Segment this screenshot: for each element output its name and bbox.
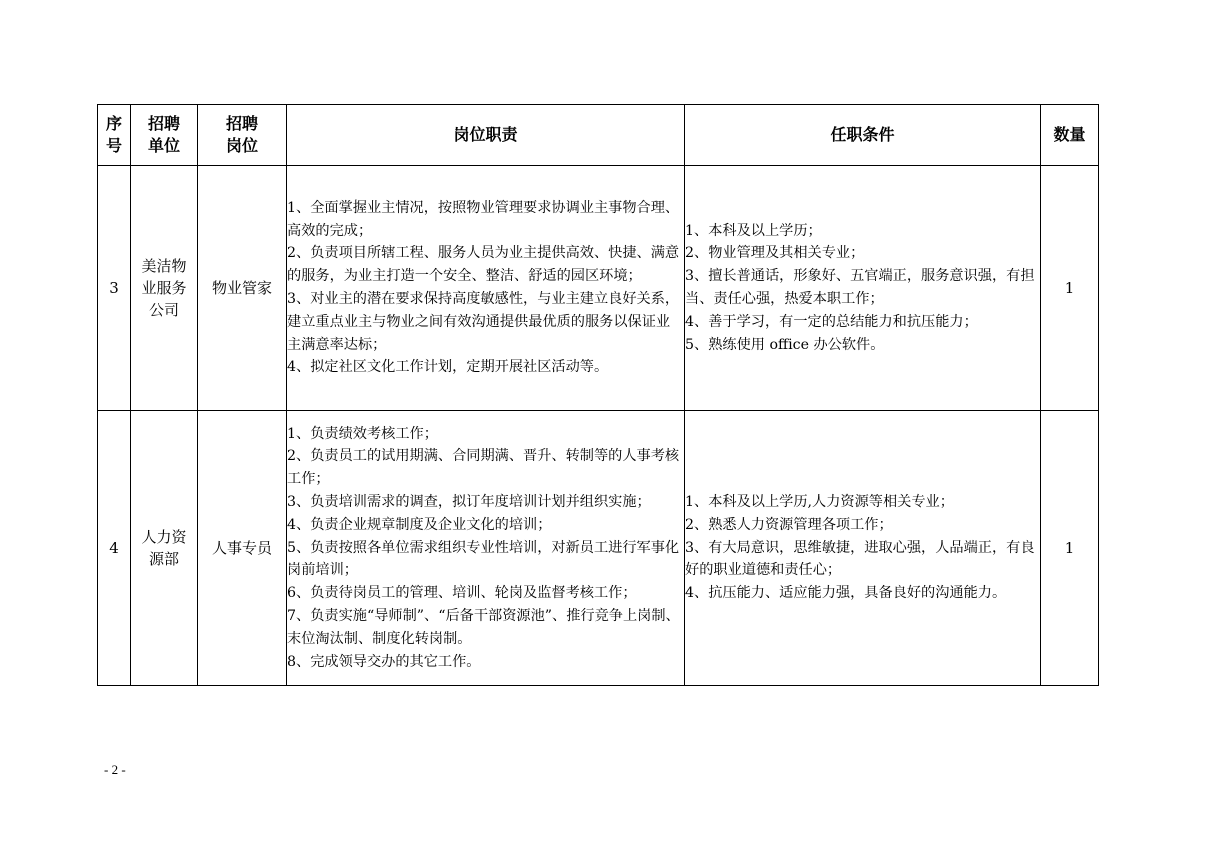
recruitment-table bbox=[97, 104, 1099, 686]
requirement-item: 5、熟练使用 office 办公软件。 bbox=[685, 336, 885, 353]
requirement-item: 2、物业管理及其相关专业； bbox=[685, 245, 865, 262]
table-row bbox=[98, 166, 1099, 411]
duty-item: 1、全面掌握业主情况，按照物业管理要求协调业主事物合理、高效的完成； bbox=[287, 199, 680, 239]
row-count: 1 bbox=[1041, 411, 1099, 686]
duty-item: 1、负责绩效考核工作； bbox=[287, 425, 438, 442]
row-position: 物业管家 bbox=[198, 166, 287, 411]
duty-item: 4、负责企业规章制度及企业文化的培训； bbox=[287, 516, 552, 533]
header-duties: 岗位职责 bbox=[287, 105, 685, 166]
row-requirements bbox=[685, 166, 1041, 411]
page-number: - 2 - bbox=[104, 762, 126, 777]
duty-item: 2、负责员工的试用期满、合同期满、晋升、转制等的人事考核工作； bbox=[287, 448, 680, 488]
row-position: 人事专员 bbox=[198, 411, 287, 686]
row-unit: 美洁物 业服务 公司 bbox=[131, 166, 198, 411]
header-unit: 招聘 单位 bbox=[131, 105, 198, 166]
row-count: 1 bbox=[1041, 166, 1099, 411]
duty-item: 4、拟定社区文化工作计划，定期开展社区活动等。 bbox=[287, 359, 609, 376]
requirement-item: 4、抗压能力、适应能力强，具备良好的沟通能力。 bbox=[685, 585, 1007, 602]
duty-item: 8、完成领导交办的其它工作。 bbox=[287, 653, 481, 670]
row-duties bbox=[287, 411, 685, 686]
header-count: 数量 bbox=[1041, 105, 1099, 166]
requirement-item: 2、熟悉人力资源管理各项工作； bbox=[685, 516, 893, 533]
header-position: 招聘 岗位 bbox=[198, 105, 287, 166]
duty-item: 6、负责待岗员工的管理、培训、轮岗及监督考核工作； bbox=[287, 585, 637, 602]
duty-item: 7、负责实施“导师制”、“后备干部资源池”、推行竞争上岗制、末位淘汰制、制度化转岗制。 bbox=[287, 607, 680, 647]
duty-item: 5、负责按照各单位需求组织专业性培训，对新员工进行军事化岗前培训； bbox=[287, 539, 680, 579]
duty-item: 3、负责培训需求的调查，拟订年度培训计划并组织实施； bbox=[287, 494, 651, 510]
requirement-item: 3、有大局意识，思维敏捷，进取心强，人品端正，有良好的职业道德和责任心； bbox=[685, 539, 1035, 579]
duty-item: 3、对业主的潜在要求保持高度敏感性，与业主建立良好关系，建立重点业主与物业之间有效沟通提供最优质的服务以保证业主满意率达标； bbox=[287, 291, 680, 353]
requirement-item: 1、本科及以上学历； bbox=[685, 222, 822, 239]
row-unit: 人力资 源部 bbox=[131, 411, 198, 686]
row-requirements bbox=[685, 411, 1041, 686]
table-row bbox=[98, 411, 1099, 686]
requirement-item: 1、本科及以上学历,人力资源等相关专业； bbox=[685, 494, 954, 510]
table-header-row bbox=[98, 105, 1099, 166]
row-seq: 4 bbox=[98, 411, 131, 686]
row-seq: 3 bbox=[98, 166, 131, 411]
header-seq: 序 号 bbox=[98, 105, 131, 166]
header-requirements: 任职条件 bbox=[685, 105, 1041, 166]
duty-item: 2、负责项目所辖工程、服务人员为业主提供高效、快捷、满意的服务，为业主打造一个安全、整洁、舒适的园区环境； bbox=[287, 245, 680, 285]
row-duties bbox=[287, 166, 685, 411]
requirement-item: 3、擅长普通话，形象好、五官端正，服务意识强，有担当、责任心强，热爱本职工作； bbox=[685, 268, 1035, 307]
requirement-item: 4、善于学习，有一定的总结能力和抗压能力； bbox=[685, 313, 978, 330]
